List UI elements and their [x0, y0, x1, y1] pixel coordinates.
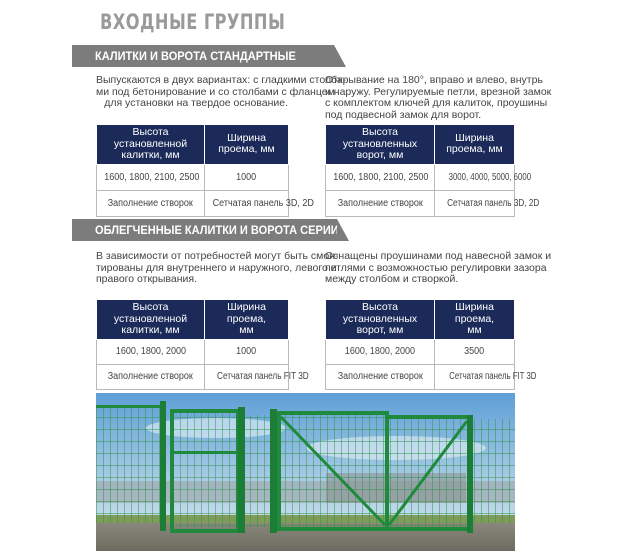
table-header-height: Высота установленных ворот, мм	[326, 300, 435, 340]
table-cell: Заполнение створок	[326, 190, 435, 216]
table-cell: 3000, 4000, 5000, 6000	[435, 164, 515, 190]
table-cell: 1000	[205, 339, 289, 364]
table-cell: 1600, 1800, 2000	[326, 339, 435, 364]
section-heading-standard: КАЛИТКИ И ВОРОТА СТАНДАРТНЫЕ	[72, 45, 334, 67]
table-cell: Заполнение створок	[97, 190, 205, 216]
table-cell: Заполнение створок	[326, 364, 435, 389]
table-header-width: Ширина проема, мм	[205, 300, 289, 340]
standard-gates-spec-table	[325, 124, 540, 217]
table-cell: 3500	[435, 339, 515, 364]
table-cell: Сетчатая панель FIT 3D	[205, 364, 289, 389]
table-cell: Заполнение створок	[97, 364, 205, 389]
page-title: ВХОДНЫЕ ГРУППЫ	[100, 10, 286, 34]
section-2-left-description: В зависимости от потребностей могут быть смон- тированы для внутреннего и наружного, левого и правого открывания.	[96, 250, 339, 286]
table-header-width: Ширина проема, мм	[205, 125, 289, 165]
table-cell: Сетчатая панель FIT 3D	[435, 364, 515, 389]
section-1-left-description: Выпускаются в двух вариантах: с гладкими столба- ми под бетонирование и со столбами с фланцем для установки на твердое основание.	[96, 74, 347, 110]
table-header-height: Высота установленной калитки, мм	[97, 125, 205, 165]
fit-gate-spec-table	[96, 299, 309, 390]
table-cell: 1600, 1800, 2000	[97, 339, 205, 364]
table-cell: Сетчатая панель 3D, 2D	[205, 190, 289, 216]
table-header-width: Ширина проема, мм	[435, 300, 515, 340]
table-cell: 1000	[205, 164, 289, 190]
fit-gates-spec-table	[325, 299, 537, 390]
table-cell: 1600, 1800, 2100, 2500	[326, 164, 435, 190]
fence-gate-photo	[96, 393, 515, 551]
section-heading-fit: ОБЛЕГЧЕННЫЕ КАЛИТКИ И ВОРОТА СЕРИИ FIT	[72, 219, 337, 241]
table-cell: Сетчатая панель 3D, 2D	[435, 190, 515, 216]
section-2-right-description: Оснащены проушинами под навесной замок и петлями с возможностью регулировки зазора между столбом и створкой.	[325, 250, 552, 286]
standard-gate-spec-table	[96, 124, 314, 217]
section-1-right-description: Открывание на 180°, вправо и влево, внутрь и наружу. Регулируемые петли, врезной замок с комплектом ключей для калиток, проушины под подвесной замок для ворот.	[325, 74, 552, 121]
table-header-width: Ширина проема, мм	[435, 125, 515, 165]
table-header-height: Высота установленных ворот, мм	[326, 125, 435, 165]
table-header-height: Высота установленной калитки, мм	[97, 300, 205, 340]
table-cell: 1600, 1800, 2100, 2500	[97, 164, 205, 190]
